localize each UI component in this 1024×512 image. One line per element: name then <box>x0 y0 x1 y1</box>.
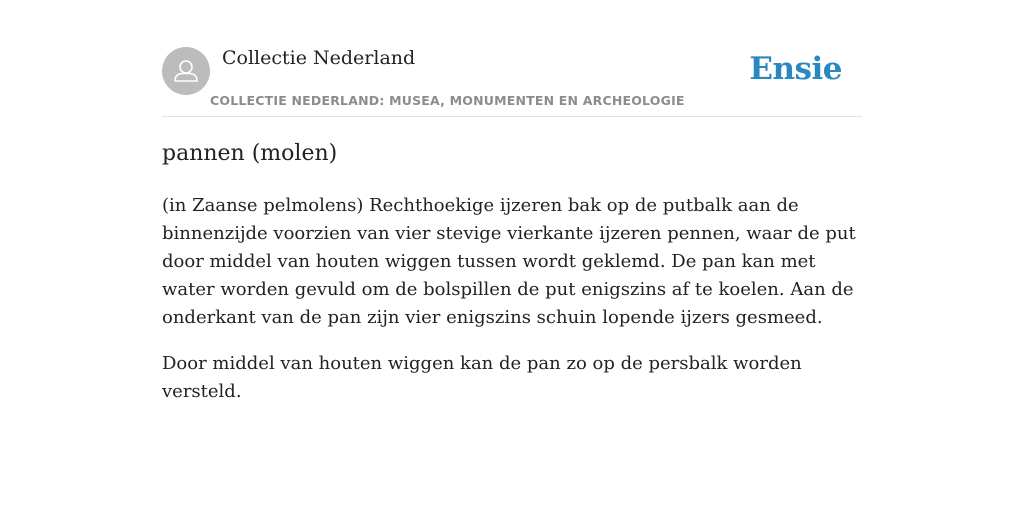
author-link[interactable]: Collectie Nederland <box>222 47 416 69</box>
header <box>162 44 862 117</box>
ensie-logo[interactable]: Ensie <box>749 51 842 87</box>
article-paragraph: Door middel van houten wiggen kan de pan zo op de persbalk worden versteld. <box>162 353 802 402</box>
author-subtitle: COLLECTIE NEDERLAND: MUSEA, MONUMENTEN EN ARCHEOLOGIE <box>210 93 685 108</box>
article-title: pannen (molen) <box>162 141 338 166</box>
user-icon <box>162 47 210 95</box>
avatar[interactable] <box>162 47 210 95</box>
article-paragraph: (in Zaanse pelmolens) Rechthoekige ijzeren bak op de putbalk aan de binnenzijde voorzien van vier stevige vierkante ijzeren pennen, waar de put door middel van houten wiggen tussen wordt geklemd. De pan kan met water worden gevuld om de bolspillen de put enigszins af te koelen. Aan de onderkant van de pan zijn vier enigszins schuin lopende ijzers gesmeed. <box>162 195 856 328</box>
article-body <box>162 192 862 424</box>
